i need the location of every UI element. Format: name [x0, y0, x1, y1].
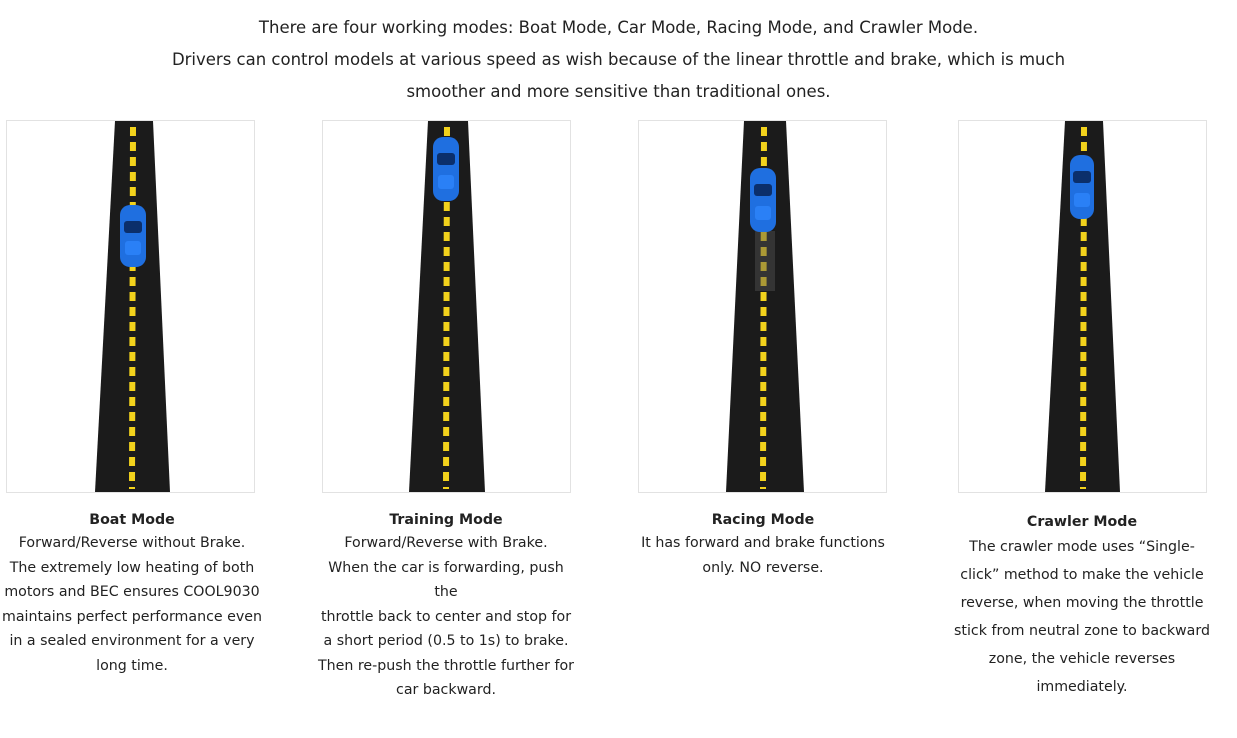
- intro-line: There are four working modes: Boat Mode, Car Mode, Racing Mode, and Crawler Mode.: [258, 18, 979, 37]
- caption-line: reverse, when moving the throttle: [960, 595, 1204, 611]
- caption-line: Then re-push the throttle further for: [318, 657, 574, 674]
- crawler-mode-road-image: [958, 120, 1207, 493]
- caption-line: Forward/Reverse without Brake.: [18, 535, 246, 551]
- training-mode-caption: [316, 512, 576, 703]
- caption-line: only. NO reverse.: [702, 559, 824, 576]
- caption-line: When the car is forwarding, push the: [328, 559, 564, 600]
- intro-line: smoother and more sensitive than traditional ones.: [406, 82, 831, 101]
- caption-line: click” method to make the vehicle: [960, 567, 1204, 583]
- mode-title: Racing Mode: [711, 512, 815, 528]
- caption-line: in a sealed environment for a very: [9, 633, 255, 649]
- blue-car: [120, 205, 146, 267]
- caption-line: The extremely low heating of both: [9, 559, 255, 576]
- boat-mode-caption: [2, 512, 262, 678]
- caption-line: throttle back to center and stop for: [320, 608, 572, 625]
- caption-line: motors and BEC ensures COOL9030: [4, 584, 260, 600]
- road-illustration: [323, 121, 570, 492]
- mode-title: Boat Mode: [89, 512, 175, 528]
- mode-title: Crawler Mode: [1026, 514, 1138, 530]
- caption-line: Forward/Reverse with Brake.: [344, 535, 548, 551]
- caption-line: It has forward and brake functions: [641, 535, 885, 551]
- blue-car: [433, 137, 459, 201]
- blue-car: [1070, 155, 1094, 219]
- caption-line: stick from neutral zone to backward: [954, 623, 1210, 639]
- caption-line: The crawler mode uses “Single-: [969, 539, 1195, 555]
- caption-line: long time.: [96, 657, 168, 674]
- mode-title: Training Mode: [389, 512, 503, 528]
- crawler-mode-caption: [952, 514, 1212, 701]
- road-illustration: [639, 121, 886, 492]
- caption-line: maintains perfect performance even: [2, 608, 262, 625]
- racing-mode-road-image: [638, 120, 887, 493]
- boat-mode-road-image: [6, 120, 255, 493]
- road-illustration: [7, 121, 254, 492]
- racing-mode-caption: [633, 512, 893, 580]
- road-illustration: [959, 121, 1206, 492]
- caption-line: immediately.: [1036, 679, 1128, 695]
- caption-line: car backward.: [396, 682, 496, 698]
- caption-line: zone, the vehicle reverses: [988, 651, 1176, 667]
- training-mode-road-image: [322, 120, 571, 493]
- intro-line: Drivers can control models at various speed as wish because of the linear throttle and brake, which is much: [171, 50, 1066, 69]
- caption-line: a short period (0.5 to 1s) to brake.: [323, 633, 569, 649]
- blue-car: [750, 168, 776, 232]
- intro-text: [0, 12, 1237, 108]
